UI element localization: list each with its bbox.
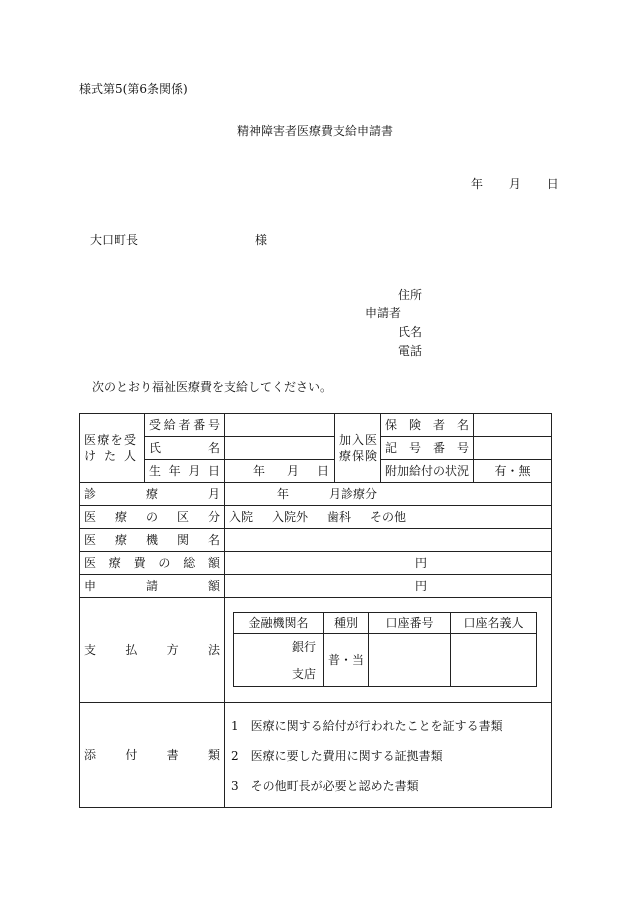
birthdate-day: 日 xyxy=(316,464,329,478)
treatment-type-options[interactable] xyxy=(225,506,552,529)
attachment-item-3: 3 その他町長が必要と認めた書類 xyxy=(231,779,419,793)
bank-table xyxy=(233,612,537,687)
bank-name-field[interactable] xyxy=(234,633,324,686)
treatment-month-label: 診療月 xyxy=(80,483,225,506)
insurer-field[interactable] xyxy=(474,414,552,437)
branch-suffix: 支店 xyxy=(291,666,316,681)
payment-method-label: 支払方法 xyxy=(80,598,225,703)
treatment-type-inpatient[interactable]: 入院 xyxy=(229,510,254,524)
insurance-group-cell xyxy=(335,414,381,483)
recipient-group-label: 医療を受けた人 xyxy=(84,433,136,463)
bank-suffix: 銀行 xyxy=(291,639,316,654)
treatment-month-field[interactable] xyxy=(225,483,552,506)
page-title: 精神障害者医療費支給申請書 xyxy=(236,124,393,138)
requested-amount-label: 申請額 xyxy=(80,575,225,598)
treatment-month-unit: 月診療分 xyxy=(328,487,377,501)
attachment-item-2: 2 医療に要した費用に関する証拠書類 xyxy=(231,749,443,763)
intro-text: 次のとおり福祉医療費を支給してください。 xyxy=(92,380,333,394)
birthdate-field[interactable] xyxy=(225,460,335,483)
insurer-label: 保険者名 xyxy=(381,414,474,437)
account-holder-field[interactable] xyxy=(451,633,537,686)
treatment-year: 年 xyxy=(276,487,289,501)
form-number: 様式第5(第6条関係) xyxy=(79,82,188,96)
total-cost-field[interactable] xyxy=(225,552,552,575)
addressee-honorific: 様 xyxy=(255,233,268,247)
treatment-type-label: 医療の区分 xyxy=(80,506,225,529)
date-year: 年 xyxy=(471,177,484,191)
payment-method-cell xyxy=(225,598,552,703)
bank-header-account: 口座番号 xyxy=(369,612,451,633)
treatment-type-dental[interactable]: 歯科 xyxy=(327,510,352,524)
treatment-type-outpatient[interactable]: 入院外 xyxy=(272,510,309,524)
applicant-name-label: 氏名 xyxy=(398,325,423,339)
birthdate-month: 月 xyxy=(286,464,299,478)
symbol-number-label: 記号番号 xyxy=(381,437,474,460)
recipient-group-cell xyxy=(80,414,145,483)
bank-header-name: 金融機関名 xyxy=(234,612,324,633)
requested-amount-unit: 円 xyxy=(414,579,427,593)
date-line xyxy=(471,175,559,192)
bank-header-holder: 口座名義人 xyxy=(451,612,537,633)
name-field[interactable] xyxy=(225,437,335,460)
treatment-type-other[interactable]: その他 xyxy=(370,510,407,524)
date-month: 月 xyxy=(508,177,521,191)
bank-header-type: 種別 xyxy=(324,612,369,633)
attachments-list xyxy=(225,703,552,808)
account-type-field[interactable]: 普・当 xyxy=(324,633,369,686)
account-number-field[interactable] xyxy=(369,633,451,686)
birthdate-label: 生年月日 xyxy=(145,460,225,483)
applicant-address-label: 住所 xyxy=(398,288,423,302)
application-table xyxy=(79,413,552,808)
addressee-name: 大口町長 xyxy=(90,233,139,247)
institution-label: 医療機関名 xyxy=(80,529,225,552)
additional-benefit-label: 附加給付の状況 xyxy=(381,460,474,483)
insurance-group-label: 加入医療保険 xyxy=(339,433,377,463)
requested-amount-field[interactable] xyxy=(225,575,552,598)
birthdate-year: 年 xyxy=(252,464,265,478)
recipient-number-label: 受給者番号 xyxy=(145,414,225,437)
symbol-number-field[interactable] xyxy=(474,437,552,460)
total-cost-unit: 円 xyxy=(414,556,427,570)
attachments-label: 添付書類 xyxy=(80,703,225,808)
institution-field[interactable] xyxy=(225,529,552,552)
attachment-item-1: 1 医療に関する給付が行われたことを証する書類 xyxy=(231,719,503,733)
name-label: 氏名 xyxy=(145,437,225,460)
recipient-number-field[interactable] xyxy=(225,414,335,437)
date-day: 日 xyxy=(546,177,559,191)
applicant-label: 申請者 xyxy=(365,306,402,320)
additional-benefit-value[interactable]: 有・無 xyxy=(474,460,552,483)
applicant-phone-label: 電話 xyxy=(398,344,423,358)
total-cost-label: 医療費の総額 xyxy=(80,552,225,575)
